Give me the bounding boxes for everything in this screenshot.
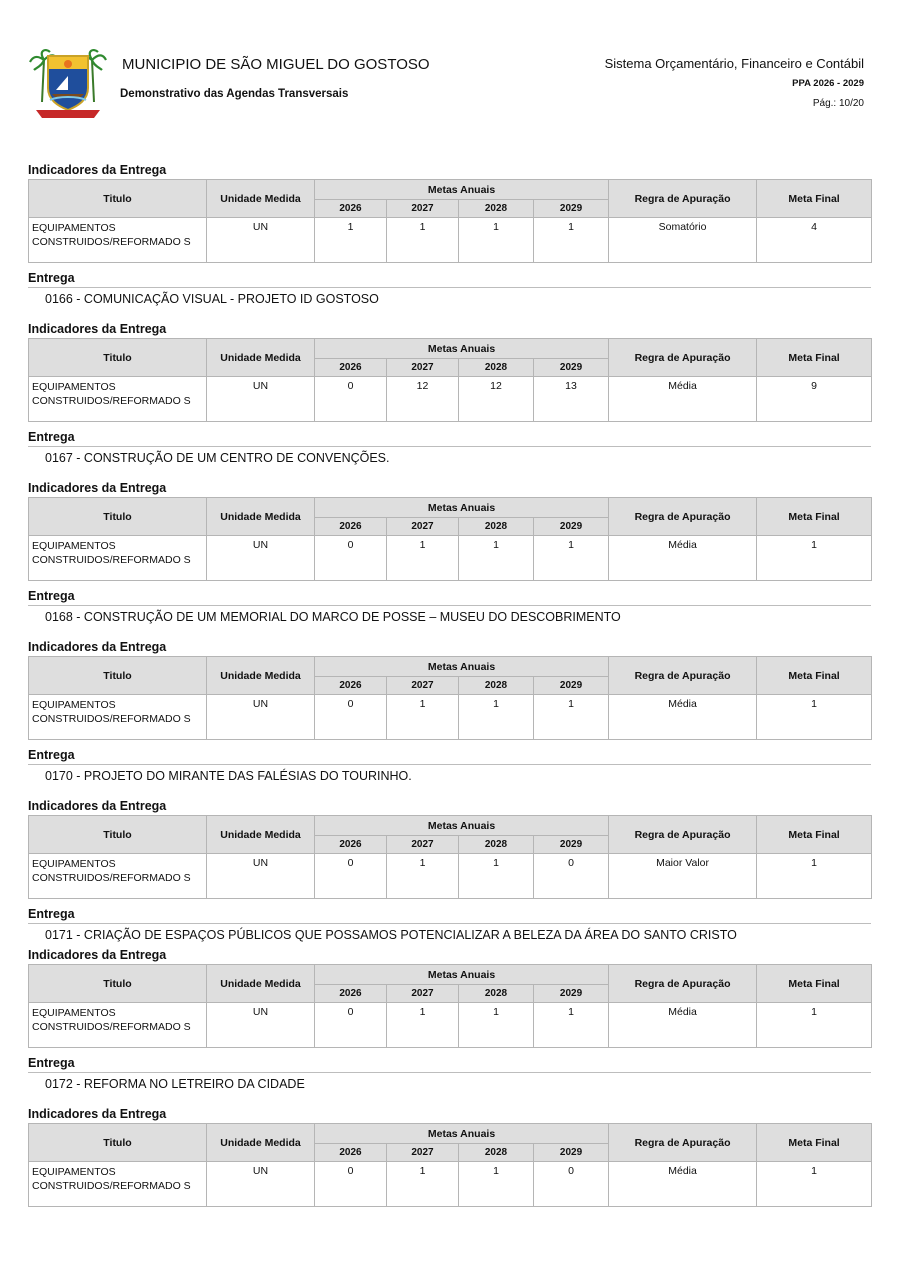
section-title-indicadores: Indicadores da Entrega xyxy=(28,799,167,813)
table-row xyxy=(29,377,872,422)
cell-meta: 1 xyxy=(534,695,609,740)
col-header-year: 2026 xyxy=(315,518,387,536)
indicator-table xyxy=(28,497,872,581)
entrega-block xyxy=(0,430,900,581)
section-title-entrega: Entrega xyxy=(28,748,871,765)
col-header-titulo: Titulo xyxy=(29,657,207,695)
cell-meta: 0 xyxy=(315,695,387,740)
cell-titulo: EQUIPAMENTOS CONSTRUIDOS/REFORMADO S xyxy=(29,218,207,263)
indicator-table xyxy=(28,179,872,263)
col-header-year: 2029 xyxy=(534,200,609,218)
page-number: Pág.: 10/20 xyxy=(812,98,864,109)
col-header-meta-final: Meta Final xyxy=(757,339,872,377)
cell-unidade: UN xyxy=(207,1003,315,1048)
cell-meta: 1 xyxy=(459,854,534,899)
section-title-indicadores: Indicadores da Entrega xyxy=(28,481,167,495)
col-header-year: 2026 xyxy=(315,985,387,1003)
cell-unidade: UN xyxy=(207,1162,315,1207)
municipality-name: MUNICIPIO DE SÃO MIGUEL DO GOSTOSO xyxy=(122,56,430,73)
col-header-year: 2026 xyxy=(315,1144,387,1162)
entrega-block xyxy=(0,271,900,422)
section-title-entrega: Entrega xyxy=(28,907,871,924)
page-header xyxy=(0,0,900,130)
cell-regra: Média xyxy=(609,1003,757,1048)
col-header-titulo: Titulo xyxy=(29,498,207,536)
cell-regra: Média xyxy=(609,536,757,581)
cell-meta: 1 xyxy=(387,218,459,263)
indicator-table xyxy=(28,338,872,422)
cell-meta-final: 1 xyxy=(757,1162,872,1207)
spacer xyxy=(0,1091,900,1106)
col-header-metas: Metas Anuais xyxy=(315,816,609,836)
cell-regra: Média xyxy=(609,695,757,740)
col-header-year: 2027 xyxy=(387,200,459,218)
entrega-block xyxy=(0,1056,900,1207)
cell-meta: 13 xyxy=(534,377,609,422)
cell-meta-final: 1 xyxy=(757,536,872,581)
cell-titulo: EQUIPAMENTOS CONSTRUIDOS/REFORMADO S xyxy=(29,1003,207,1048)
cell-titulo: EQUIPAMENTOS CONSTRUIDOS/REFORMADO S xyxy=(29,695,207,740)
cell-meta: 1 xyxy=(534,218,609,263)
col-header-meta-final: Meta Final xyxy=(757,816,872,854)
col-header-regra: Regra de Apuração xyxy=(609,180,757,218)
col-header-year: 2029 xyxy=(534,359,609,377)
cell-meta: 12 xyxy=(387,377,459,422)
cell-meta: 0 xyxy=(315,1162,387,1207)
table-row xyxy=(29,854,872,899)
col-header-year: 2028 xyxy=(459,836,534,854)
col-header-year: 2027 xyxy=(387,677,459,695)
cell-regra: Média xyxy=(609,377,757,422)
col-header-unidade: Unidade Medida xyxy=(207,180,315,218)
col-header-unidade: Unidade Medida xyxy=(207,498,315,536)
cell-titulo: EQUIPAMENTOS CONSTRUIDOS/REFORMADO S xyxy=(29,1162,207,1207)
col-header-year: 2029 xyxy=(534,677,609,695)
col-header-year: 2027 xyxy=(387,836,459,854)
col-header-unidade: Unidade Medida xyxy=(207,339,315,377)
col-header-year: 2028 xyxy=(459,677,534,695)
col-header-year: 2027 xyxy=(387,359,459,377)
col-header-year: 2028 xyxy=(459,200,534,218)
cell-regra: Média xyxy=(609,1162,757,1207)
col-header-metas: Metas Anuais xyxy=(315,180,609,200)
col-header-unidade: Unidade Medida xyxy=(207,816,315,854)
entrega-block xyxy=(0,748,900,899)
col-header-year: 2026 xyxy=(315,836,387,854)
col-header-titulo: Titulo xyxy=(29,1124,207,1162)
cell-meta: 1 xyxy=(459,536,534,581)
cell-meta: 1 xyxy=(387,536,459,581)
cell-meta: 1 xyxy=(534,1003,609,1048)
cell-meta: 0 xyxy=(315,854,387,899)
col-header-meta-final: Meta Final xyxy=(757,180,872,218)
col-header-metas: Metas Anuais xyxy=(315,339,609,359)
col-header-titulo: Titulo xyxy=(29,816,207,854)
cell-meta: 0 xyxy=(315,536,387,581)
section-title-indicadores: Indicadores da Entrega xyxy=(28,948,167,962)
cell-regra: Maior Valor xyxy=(609,854,757,899)
section-title-entrega: Entrega xyxy=(28,1056,871,1073)
section-title-indicadores: Indicadores da Entrega xyxy=(28,163,167,177)
table-row xyxy=(29,536,872,581)
col-header-year: 2026 xyxy=(315,359,387,377)
spacer xyxy=(0,624,900,639)
indicator-table xyxy=(28,1123,872,1207)
col-header-year: 2027 xyxy=(387,1144,459,1162)
cell-unidade: UN xyxy=(207,218,315,263)
col-header-year: 2026 xyxy=(315,200,387,218)
col-header-year: 2028 xyxy=(459,359,534,377)
table-row xyxy=(29,695,872,740)
col-header-year: 2027 xyxy=(387,985,459,1003)
cell-unidade: UN xyxy=(207,695,315,740)
col-header-meta-final: Meta Final xyxy=(757,657,872,695)
cell-meta: 0 xyxy=(315,377,387,422)
col-header-unidade: Unidade Medida xyxy=(207,1124,315,1162)
col-header-meta-final: Meta Final xyxy=(757,1124,872,1162)
municipal-coat-of-arms-logo xyxy=(28,42,108,120)
cell-meta-final: 1 xyxy=(757,695,872,740)
col-header-titulo: Titulo xyxy=(29,180,207,218)
cell-meta-final: 4 xyxy=(757,218,872,263)
col-header-year: 2028 xyxy=(459,518,534,536)
indicator-table xyxy=(28,815,872,899)
col-header-metas: Metas Anuais xyxy=(315,498,609,518)
col-header-year: 2029 xyxy=(534,518,609,536)
entrega-description: 0172 - REFORMA NO LETREIRO DA CIDADE xyxy=(45,1077,305,1091)
spacer xyxy=(0,306,900,321)
col-header-year: 2029 xyxy=(534,836,609,854)
col-header-regra: Regra de Apuração xyxy=(609,816,757,854)
col-header-unidade: Unidade Medida xyxy=(207,965,315,1003)
cell-meta: 0 xyxy=(534,1162,609,1207)
cell-unidade: UN xyxy=(207,854,315,899)
cell-meta: 1 xyxy=(315,218,387,263)
col-header-regra: Regra de Apuração xyxy=(609,657,757,695)
table-row xyxy=(29,218,872,263)
cell-regra: Somatório xyxy=(609,218,757,263)
table-row xyxy=(29,1162,872,1207)
col-header-unidade: Unidade Medida xyxy=(207,657,315,695)
entrega-description: 0168 - CONSTRUÇÃO DE UM MEMORIAL DO MARCO DE POSSE – MUSEU DO DESCOBRIMENTO xyxy=(45,610,621,624)
report-title: Demonstrativo das Agendas Transversais xyxy=(120,88,349,100)
cell-meta: 12 xyxy=(459,377,534,422)
col-header-titulo: Titulo xyxy=(29,339,207,377)
col-header-year: 2029 xyxy=(534,985,609,1003)
cell-titulo: EQUIPAMENTOS CONSTRUIDOS/REFORMADO S xyxy=(29,377,207,422)
cell-meta: 1 xyxy=(534,536,609,581)
col-header-year: 2029 xyxy=(534,1144,609,1162)
cell-titulo: EQUIPAMENTOS CONSTRUIDOS/REFORMADO S xyxy=(29,536,207,581)
cell-meta: 1 xyxy=(459,1003,534,1048)
cell-meta: 1 xyxy=(387,854,459,899)
col-header-regra: Regra de Apuração xyxy=(609,498,757,536)
col-header-year: 2028 xyxy=(459,1144,534,1162)
section-title-entrega: Entrega xyxy=(28,430,871,447)
section-title-entrega: Entrega xyxy=(28,589,871,606)
cell-unidade: UN xyxy=(207,536,315,581)
spacer xyxy=(0,783,900,798)
cell-meta-final: 1 xyxy=(757,854,872,899)
col-header-metas: Metas Anuais xyxy=(315,1124,609,1144)
cell-meta: 1 xyxy=(459,695,534,740)
cell-meta: 1 xyxy=(459,1162,534,1207)
col-header-year: 2028 xyxy=(459,985,534,1003)
cell-meta: 1 xyxy=(387,695,459,740)
indicator-table xyxy=(28,964,872,1048)
cell-meta: 0 xyxy=(315,1003,387,1048)
entrega-block xyxy=(0,907,900,1048)
cell-unidade: UN xyxy=(207,377,315,422)
entrega-description: 0166 - COMUNICAÇÃO VISUAL - PROJETO ID GOSTOSO xyxy=(45,292,379,306)
cell-meta-final: 9 xyxy=(757,377,872,422)
system-name: Sistema Orçamentário, Financeiro e Contábil xyxy=(604,56,864,71)
col-header-metas: Metas Anuais xyxy=(315,657,609,677)
entrega-description: 0171 - CRIAÇÃO DE ESPAÇOS PÚBLICOS QUE POSSAMOS POTENCIALIZAR A BELEZA DA ÁREA DO SANTO CRISTO xyxy=(45,928,737,942)
section-title-indicadores: Indicadores da Entrega xyxy=(28,322,167,336)
indicator-table xyxy=(28,656,872,740)
col-header-meta-final: Meta Final xyxy=(757,965,872,1003)
entrega-description: 0170 - PROJETO DO MIRANTE DAS FALÉSIAS DO TOURINHO. xyxy=(45,769,412,783)
entrega-description: 0167 - CONSTRUÇÃO DE UM CENTRO DE CONVENÇÕES. xyxy=(45,451,390,465)
cell-titulo: EQUIPAMENTOS CONSTRUIDOS/REFORMADO S xyxy=(29,854,207,899)
col-header-metas: Metas Anuais xyxy=(315,965,609,985)
col-header-year: 2026 xyxy=(315,677,387,695)
section-title-indicadores: Indicadores da Entrega xyxy=(28,1107,167,1121)
cell-meta: 1 xyxy=(459,218,534,263)
col-header-meta-final: Meta Final xyxy=(757,498,872,536)
col-header-year: 2027 xyxy=(387,518,459,536)
cell-meta: 1 xyxy=(387,1003,459,1048)
section-title-indicadores: Indicadores da Entrega xyxy=(28,640,167,654)
entrega-block xyxy=(0,589,900,740)
table-row xyxy=(29,1003,872,1048)
report-content xyxy=(0,162,900,1207)
col-header-regra: Regra de Apuração xyxy=(609,1124,757,1162)
spacer xyxy=(0,465,900,480)
cell-meta: 0 xyxy=(534,854,609,899)
col-header-titulo: Titulo xyxy=(29,965,207,1003)
cell-meta-final: 1 xyxy=(757,1003,872,1048)
cell-meta: 1 xyxy=(387,1162,459,1207)
col-header-regra: Regra de Apuração xyxy=(609,339,757,377)
ppa-period: PPA 2026 - 2029 xyxy=(792,78,864,89)
col-header-regra: Regra de Apuração xyxy=(609,965,757,1003)
section-title-entrega: Entrega xyxy=(28,271,871,288)
